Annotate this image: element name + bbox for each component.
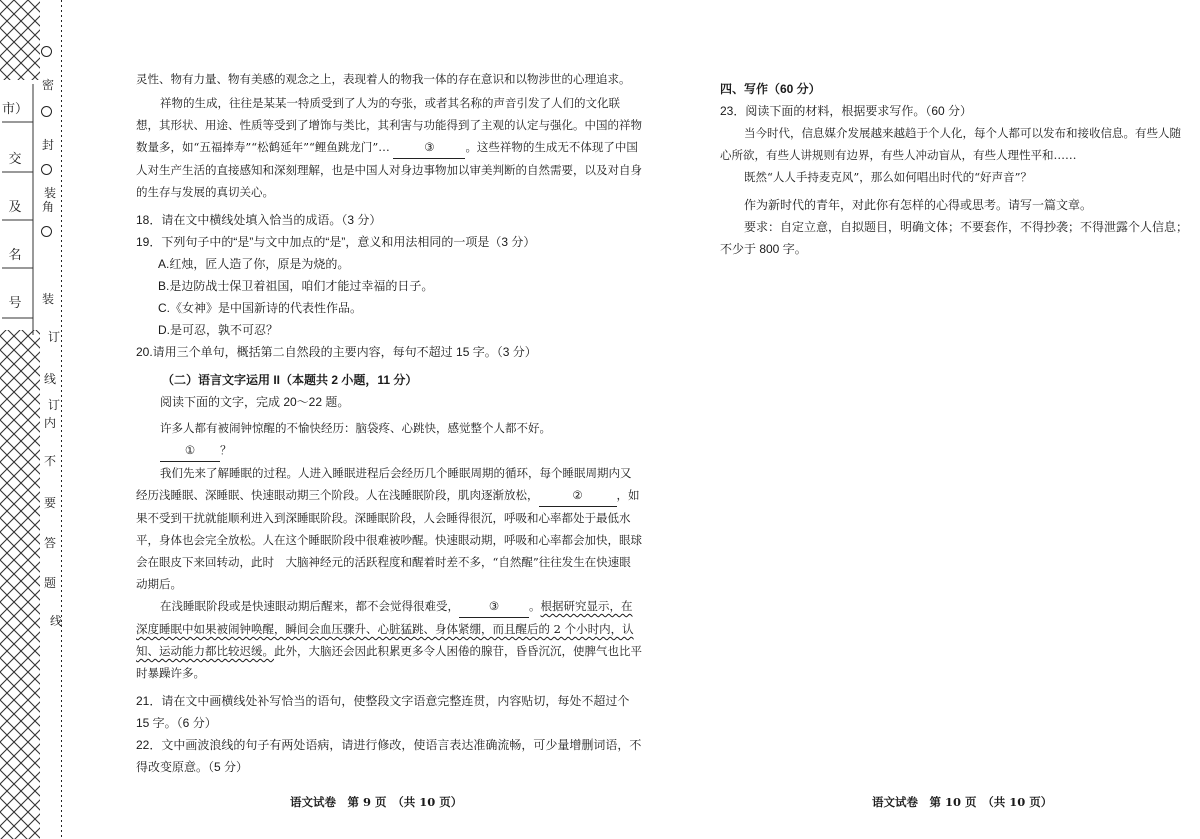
seal-char: 密	[42, 78, 55, 92]
seal-char: 订	[48, 330, 61, 344]
binding-margin	[0, 0, 62, 839]
section-intro: 阅读下面的文字，完成 20～22 题。	[160, 395, 350, 409]
material-paragraph-2: 既然“人人手持麦克风”，那么如何唱出时代的“好声音”？	[744, 170, 1033, 184]
page-10-content	[720, 78, 1190, 260]
paragraph-text: ，如果不受到干扰就能顺利进入到深睡眠阶段。深睡眠阶段，人会睡得很沉，呼吸和心率都处于最低水平，身体也会完全放松。人在这个睡眠阶段中很难被吵醒。快速眼动期，呼吸和心率都会加快，眼球会在眼皮下来回转动，此时 大脑神经元的活跃程度和醒着时差不多，“自然醒”往往发生在快速眼动期后。	[136, 488, 642, 591]
seal-char: 角	[42, 200, 55, 214]
seal-circle	[41, 46, 52, 57]
seal-char: 订	[48, 398, 61, 412]
field-school: 交	[8, 152, 22, 167]
section-title: （二）语言文字运用 II（本题共 2 小题，11 分）	[162, 373, 418, 387]
seal-circle	[41, 106, 52, 117]
wavy-underlined-sentence: 根据研究显示，在深度睡眠中如果被闹钟唤醒，瞬间会血压骤升、心脏猛跳、身体紧绷，而且醒后的 2 个小时内，认知、运动能力都比较迟缓。	[136, 599, 634, 658]
field-number: 号	[8, 296, 22, 311]
passage-p2	[136, 462, 642, 595]
answer-blank-1[interactable]: ①	[160, 439, 220, 462]
answer-blank-2[interactable]: ②	[539, 484, 617, 507]
option-d: D.是可忍，孰不可忍？	[158, 323, 279, 337]
seal-char: 要	[44, 496, 57, 510]
paragraph-text: 此外，大脑还会因此积累更多令人困倦的腺苷，昏昏沉沉，使脾气也比平时暴躁许多。	[136, 644, 642, 680]
seal-char: 线	[44, 372, 57, 386]
paragraph-text: 我们先来了解睡眠的过程。人进入睡眠进程后会经历几个睡眠周期的循环，每个睡眠周期内又经历浅睡眠、深睡眠、快速眼动期三个阶段。人在浅睡眠阶段，肌肉逐渐放松，	[136, 466, 632, 502]
question-21: 21．请在文中画横线处补写恰当的语句，使整段文字语意完整连贯，内容贴切，每处不超过个 15 字。（6 分）	[136, 694, 630, 730]
seal-char: 内	[44, 416, 57, 430]
field-class: 及	[8, 200, 22, 215]
option-c: C.《女神》是中国新诗的代表性作品。	[158, 301, 363, 315]
option-a: A.红烛，匠人造了你，原是为烧的。	[158, 257, 350, 271]
seal-char: 封	[42, 138, 55, 152]
answer-blank-3[interactable]: ③	[393, 136, 465, 159]
seal-circle	[41, 226, 52, 237]
passage-blank-1-line	[136, 439, 642, 462]
field-city: 市）	[2, 102, 29, 117]
seal-char: 装	[42, 292, 55, 306]
question-22: 22．文中画波浪线的句子有两处语病，请进行修改，使语言表达准确流畅，可少量增删词语，不得改变原意。（5 分）	[136, 738, 642, 774]
blank-1-tail: ？	[220, 443, 232, 457]
passage-p3	[136, 595, 642, 684]
answer-blank-3b[interactable]: ③	[459, 595, 529, 618]
seal-char: 题	[44, 576, 57, 590]
paragraph-text: 。	[529, 599, 541, 613]
passage-p1: 许多人都有被闹钟惊醒的不愉快经历：脑袋疼、心跳快，感觉整个人都不好。	[160, 421, 551, 435]
question-20: 20.请用三个单句，概括第二自然段的主要内容，每句不超过 15 字。（3 分）	[136, 345, 537, 359]
question-23: 23．阅读下面的材料，根据要求写作。（60 分）	[720, 104, 973, 118]
seal-char: 装	[44, 186, 57, 200]
seal-char: 线	[50, 614, 63, 628]
question-19: 19．下列句子中的“是”与文中加点的“是”，意义和用法相同的一项是（3 分）	[136, 235, 536, 249]
seal-circle	[41, 164, 52, 175]
writing-requirements: 要求：自定立意，自拟题目，明确文体；不要套作，不得抄袭；不得泄露个人信息；不少于 800 字。	[720, 220, 1189, 256]
option-b: B.是边防战士保卫着祖国，咱们才能过幸福的日子。	[158, 279, 434, 293]
seal-char: 答	[44, 536, 57, 550]
page-10-footer: 语文试卷 第 10 页 （共 10 页）	[872, 795, 1053, 809]
field-name: 名	[8, 248, 22, 263]
material-paragraph-1: 当今时代，信息媒介发展越来越趋于个人化，每个人都可以发布和接收信息。有些人随心所欲，有些人讲规则有边界，有些人冲动盲从，有些人理性平和……	[720, 126, 1181, 162]
page-9-footer: 语文试卷 第 9 页 （共 10 页）	[290, 795, 463, 809]
paragraph-text: 在浅睡眠阶段或是快速眼动期后醒来，都不会觉得很难受，	[160, 599, 459, 613]
paragraph-text: 祥物的生成，往往是某某一特质受到了人为的夸张，或者其名称的声音引发了人们的文化联想，其形状、用途、性质等受到了增饰与类比，其利害与功能得到了主观的认定与强化。中国的祥物数量多，如“五福捧寿”“松鹤延年”“鲤鱼跳龙门”…	[136, 96, 642, 154]
seal-char: 不	[44, 454, 57, 468]
paragraph-text: 。这些祥物的生成无不体现了中国人对生产生活的直接感知和深刻理解，也是中国人对身边事物加以审美判断的自然需要，以及对自身的生存与发展的真切关心。	[136, 140, 642, 199]
question-18: 18．请在文中横线处填入恰当的成语。（3 分）	[136, 213, 382, 227]
writing-prompt: 作为新时代的青年，对此你有怎样的心得或思考。请写一篇文章。	[744, 198, 1093, 212]
writing-section-title: 四、写作（60 分）	[720, 82, 821, 96]
passage-continuation: 灵性、物有力量、物有美感的观念之上，表现着人的物我一体的存在意识和以物涉世的心理追求。	[136, 72, 631, 86]
page-9-content	[136, 68, 642, 778]
passage-paragraph-2	[136, 92, 642, 203]
